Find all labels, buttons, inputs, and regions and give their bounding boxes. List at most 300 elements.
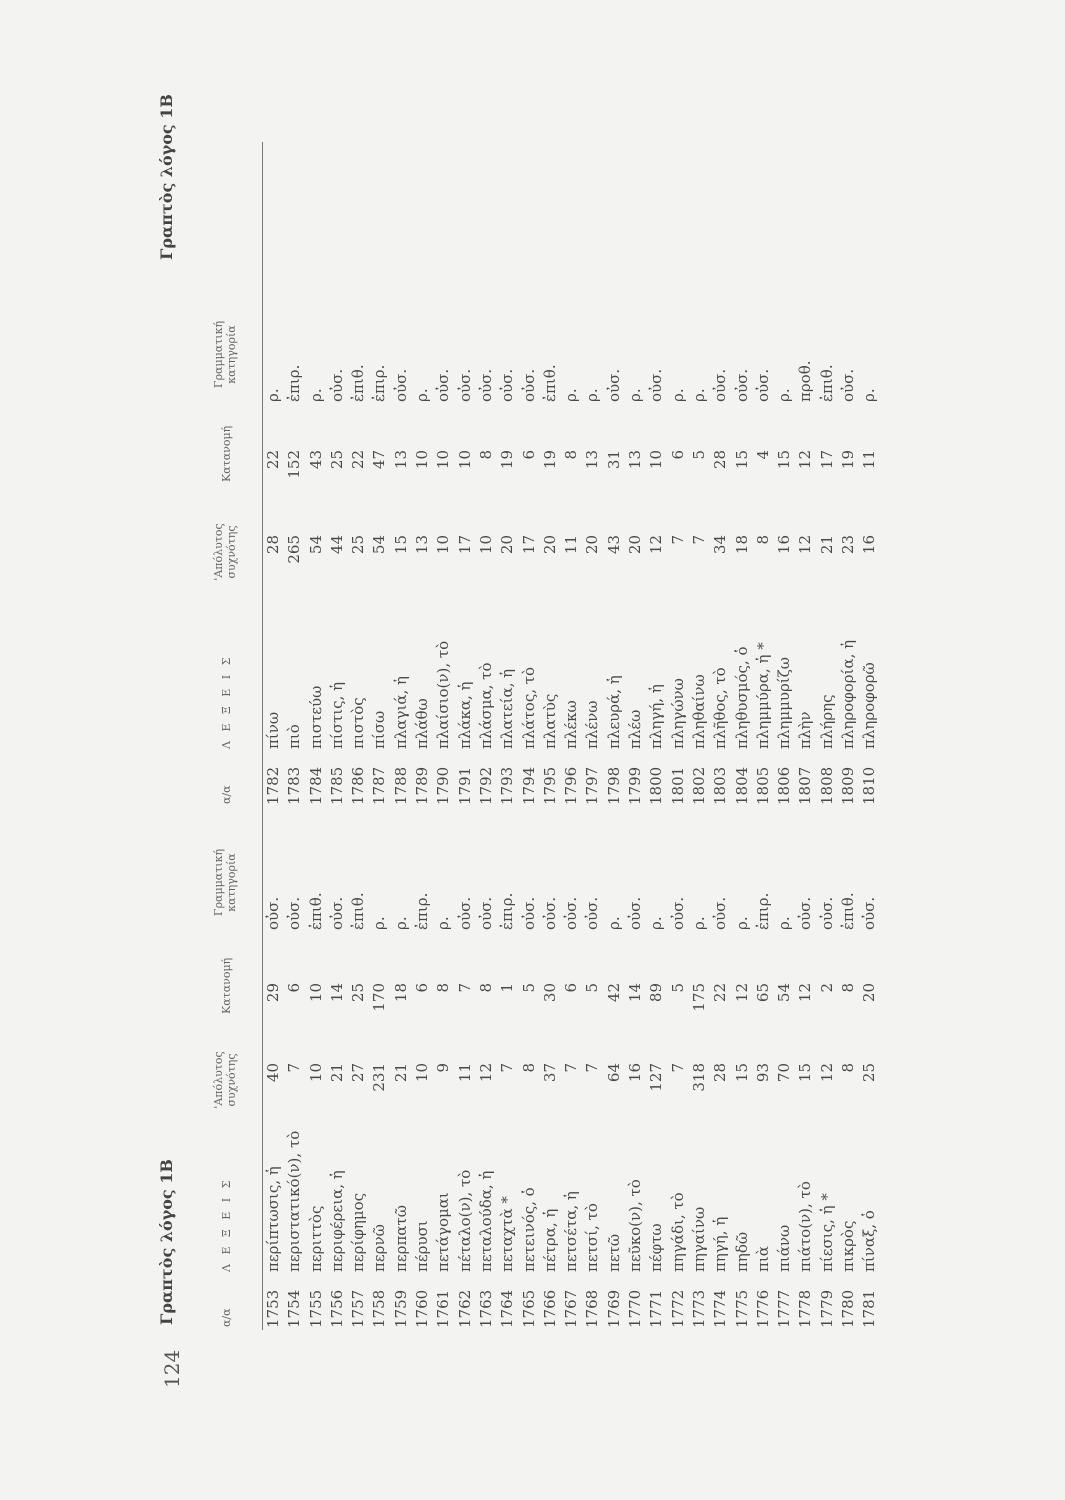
row-word: πετάγομαι (434, 1192, 453, 1272)
row-absolute-frequency: 37 (540, 1063, 559, 1083)
row-distribution: 47 (370, 450, 389, 470)
row-distribution: 43 (306, 450, 325, 470)
row-word: περίφημος (349, 1193, 368, 1272)
row-grammatical-category: ρ. (860, 388, 879, 402)
row-word: πλευρά, ἡ (604, 675, 623, 749)
row-absolute-frequency: 54 (370, 535, 389, 555)
row-absolute-frequency: 231 (370, 1063, 389, 1092)
row-number: 1793 (498, 766, 517, 805)
row-word: περπατῶ (391, 1205, 410, 1272)
row-word: περνῶ (370, 1224, 389, 1272)
row-distribution: 5 (668, 983, 687, 993)
row-word: πλὴν (796, 711, 815, 749)
row-grammatical-category: οὐσ. (264, 896, 282, 930)
row-number: 1780 (839, 1289, 858, 1328)
row-grammatical-category: ρ. (604, 916, 623, 930)
row-absolute-frequency: 28 (264, 535, 282, 555)
row-grammatical-category: ρ. (413, 388, 432, 402)
row-grammatical-category: ρ. (370, 916, 389, 930)
row-word: πιάνω (775, 1224, 794, 1272)
row-distribution: 18 (391, 983, 410, 1003)
row-grammatical-category: οὐσ. (540, 896, 559, 930)
row-distribution: 22 (349, 450, 368, 470)
row-distribution: 89 (647, 983, 666, 1003)
row-number: 1772 (668, 1289, 687, 1328)
row-grammatical-category: προθ. (796, 360, 815, 402)
row-distribution: 22 (264, 450, 282, 470)
row-number: 1777 (775, 1289, 794, 1328)
row-grammatical-category: οὐσ. (711, 896, 730, 930)
row-absolute-frequency: 11 (562, 535, 581, 555)
row-distribution: 8 (434, 983, 453, 993)
row-grammatical-category: ρ. (306, 388, 325, 402)
row-number: 1763 (476, 1289, 495, 1328)
row-grammatical-category: οὐσ. (604, 368, 623, 402)
row-absolute-frequency: 9 (434, 1063, 453, 1073)
row-absolute-frequency: 10 (413, 1063, 432, 1083)
row-word: πληγή, ἡ (647, 684, 666, 749)
row-distribution: 11 (860, 450, 879, 470)
row-absolute-frequency: 17 (519, 535, 538, 555)
row-grammatical-category: ἐπιθ. (306, 892, 325, 930)
row-absolute-frequency: 20 (498, 535, 517, 555)
row-absolute-frequency: 43 (604, 535, 623, 555)
row-word: πλαίσιο(ν), τὸ (434, 640, 453, 749)
row-distribution: 19 (498, 450, 517, 470)
row-absolute-frequency: 25 (860, 1063, 879, 1083)
row-word: πλάκα, ἡ (455, 681, 474, 749)
row-grammatical-category: οὐσ. (476, 368, 495, 402)
row-word: πλαγιά, ἡ (391, 676, 410, 749)
row-absolute-frequency: 15 (391, 535, 410, 555)
row-distribution: 14 (327, 983, 346, 1003)
row-absolute-frequency: 13 (413, 535, 432, 555)
row-grammatical-category: οὐσ. (796, 896, 815, 930)
row-distribution: 12 (796, 450, 815, 470)
row-number: 1761 (434, 1289, 453, 1328)
row-grammatical-category: ρ. (689, 388, 708, 402)
row-word: πλέω (626, 709, 645, 749)
row-word: περιφέρεια, ἡ (327, 1170, 346, 1272)
row-distribution: 8 (476, 983, 495, 993)
row-grammatical-category: ἐπιθ. (540, 364, 559, 402)
row-number: 1767 (562, 1289, 581, 1328)
row-absolute-frequency: 7 (689, 535, 708, 545)
header-grammatical-category: Γραμματική κατηγορία (212, 848, 238, 917)
row-grammatical-category: ἐπιθ. (839, 892, 858, 930)
row-number: 1795 (540, 766, 559, 805)
row-number: 1805 (753, 766, 772, 805)
header-aa: α/α (220, 1308, 233, 1327)
row-absolute-frequency: 7 (498, 1063, 517, 1073)
row-number: 1778 (796, 1289, 815, 1328)
row-grammatical-category: οὐσ. (732, 368, 751, 402)
row-grammatical-category: οὐσ. (647, 368, 666, 402)
row-grammatical-category: οὐσ. (391, 368, 410, 402)
row-grammatical-category: ρ. (562, 388, 581, 402)
row-distribution: 19 (839, 450, 858, 470)
row-absolute-frequency: 12 (476, 1063, 495, 1083)
row-number: 1774 (711, 1289, 730, 1328)
row-absolute-frequency: 8 (519, 1063, 538, 1073)
row-word: πλάθω (413, 698, 432, 749)
row-absolute-frequency: 7 (285, 1063, 304, 1073)
row-number: 1770 (626, 1289, 645, 1328)
row-distribution: 28 (711, 450, 730, 470)
row-distribution: 6 (562, 983, 581, 993)
row-word: πληθαίνω (689, 674, 708, 749)
row-word: πίεσις, ἡ * (817, 1193, 836, 1272)
row-distribution: 19 (540, 450, 559, 470)
row-grammatical-category: οὐσ. (711, 368, 730, 402)
row-number: 1801 (668, 766, 687, 805)
row-number: 1769 (604, 1289, 623, 1328)
row-number: 1756 (327, 1289, 346, 1328)
row-distribution: 15 (732, 450, 751, 470)
row-distribution: 10 (413, 450, 432, 470)
row-absolute-frequency: 54 (306, 535, 325, 555)
row-distribution: 10 (455, 450, 474, 470)
row-absolute-frequency: 12 (647, 535, 666, 555)
row-absolute-frequency: 25 (349, 535, 368, 555)
row-number: 1758 (370, 1289, 389, 1328)
row-number: 1784 (306, 766, 325, 805)
row-distribution: 13 (583, 450, 602, 470)
row-number: 1755 (306, 1289, 325, 1328)
row-grammatical-category: ρ. (647, 916, 666, 930)
running-head-left: Γραπτὸς λόγος 1Β (157, 1159, 176, 1325)
row-word: πλάσμα, τὸ (476, 662, 495, 749)
row-absolute-frequency: 17 (455, 535, 474, 555)
row-grammatical-category: οὐσ. (327, 896, 346, 930)
row-word: πλήρης (817, 694, 836, 749)
row-word: πετεινός, ὁ (519, 1187, 538, 1272)
row-word: πλέκω (562, 700, 581, 749)
row-distribution: 5 (689, 450, 708, 460)
row-grammatical-category: ἐπιρ. (498, 892, 517, 930)
row-absolute-frequency: 11 (455, 1063, 474, 1083)
row-distribution: 17 (817, 450, 836, 470)
row-number: 1762 (455, 1289, 474, 1328)
row-word: περιστατικό(ν), τὸ (285, 1130, 304, 1272)
header-lexeis: Λ Ε Ξ Ε Ι Σ (220, 1177, 233, 1272)
row-number: 1773 (689, 1289, 708, 1328)
row-absolute-frequency: 15 (796, 1063, 815, 1083)
row-grammatical-category: οὐσ. (455, 896, 474, 930)
row-grammatical-category: οὐσ. (285, 896, 304, 930)
row-word: πλένω (583, 700, 602, 749)
row-word: πηγαίνω (689, 1206, 708, 1272)
row-grammatical-category: ρ. (434, 916, 453, 930)
row-word: πικρὸς (839, 1220, 858, 1272)
row-distribution: 13 (626, 450, 645, 470)
row-distribution: 4 (753, 450, 772, 460)
row-grammatical-category: ρ. (583, 388, 602, 402)
row-number: 1806 (775, 766, 794, 805)
row-word: πίσω (370, 710, 389, 749)
row-number: 1789 (413, 766, 432, 805)
row-grammatical-category: οὐσ. (434, 368, 453, 402)
row-word: πλῆθος, τὸ (711, 667, 730, 749)
row-grammatical-category: ρ. (668, 388, 687, 402)
row-distribution: 8 (562, 450, 581, 460)
row-grammatical-category: οὐσ. (476, 896, 495, 930)
row-number: 1803 (711, 766, 730, 805)
row-distribution: 2 (817, 983, 836, 993)
row-absolute-frequency: 12 (796, 535, 815, 555)
row-number: 1809 (839, 766, 858, 805)
row-word: περιττὸς (306, 1205, 325, 1272)
row-number: 1786 (349, 766, 368, 805)
row-distribution: 25 (327, 450, 346, 470)
row-distribution: 12 (732, 983, 751, 1003)
running-head-right: Γραπτὸς λόγος 1Β (157, 94, 176, 260)
row-word: πηδῶ (732, 1231, 751, 1272)
header-absolute-frequency: 'Απόλυτος συχνότης (212, 523, 238, 581)
row-distribution: 8 (839, 983, 858, 993)
row-absolute-frequency: 70 (775, 1063, 794, 1083)
row-distribution: 13 (391, 450, 410, 470)
row-absolute-frequency: 64 (604, 1063, 623, 1083)
row-distribution: 10 (647, 450, 666, 470)
row-absolute-frequency: 127 (647, 1063, 666, 1092)
row-grammatical-category: οὐσ. (860, 896, 879, 930)
row-number: 1760 (413, 1289, 432, 1328)
row-number: 1754 (285, 1289, 304, 1328)
row-distribution: 6 (413, 983, 432, 993)
row-distribution: 29 (264, 983, 282, 1003)
row-distribution: 8 (476, 450, 495, 460)
row-grammatical-category: οὐσ. (583, 896, 602, 930)
row-word: πληγώνω (668, 678, 687, 749)
row-absolute-frequency: 10 (476, 535, 495, 555)
row-number: 1804 (732, 766, 751, 805)
row-grammatical-category: ἐπιθ. (349, 364, 368, 402)
row-distribution: 10 (434, 450, 453, 470)
row-absolute-frequency: 93 (753, 1063, 772, 1083)
row-absolute-frequency: 20 (626, 535, 645, 555)
row-word: πλάτος, τὸ (519, 666, 538, 749)
row-grammatical-category: οὐσ. (455, 368, 474, 402)
row-number: 1781 (860, 1289, 879, 1328)
row-distribution: 152 (285, 450, 304, 479)
row-word: πετσί, τὸ (583, 1203, 602, 1272)
row-number: 1788 (391, 766, 410, 805)
row-word: πεταχτὰ * (498, 1196, 517, 1272)
row-distribution: 6 (285, 983, 304, 993)
row-number: 1807 (796, 766, 815, 805)
row-number: 1796 (562, 766, 581, 805)
row-number: 1759 (391, 1289, 410, 1328)
row-grammatical-category: οὐσ. (562, 896, 581, 930)
row-grammatical-category: οὐσ. (668, 896, 687, 930)
row-grammatical-category: ἐπιρ. (285, 364, 304, 402)
row-absolute-frequency: 21 (327, 1063, 346, 1083)
header-lexeis: Λ Ε Ξ Ε Ι Σ (220, 654, 233, 749)
row-distribution: 5 (519, 983, 538, 993)
row-word: πλημμυρίζω (775, 656, 794, 749)
row-grammatical-category: ἐπιρ. (370, 364, 389, 402)
row-distribution: 10 (306, 983, 325, 1003)
row-number: 1800 (647, 766, 666, 805)
row-grammatical-category: ἐπιθ. (349, 892, 368, 930)
row-grammatical-category: ἐπιρ. (413, 892, 432, 930)
row-distribution: 14 (626, 983, 645, 1003)
row-distribution: 6 (519, 450, 538, 460)
row-absolute-frequency: 21 (817, 535, 836, 555)
row-absolute-frequency: 16 (775, 535, 794, 555)
row-grammatical-category: οὐσ. (519, 896, 538, 930)
row-word: πιστὸς (349, 697, 368, 749)
row-word: πέρυσι (413, 1220, 432, 1272)
row-number: 1798 (604, 766, 623, 805)
row-number: 1799 (626, 766, 645, 805)
row-number: 1794 (519, 766, 538, 805)
row-absolute-frequency: 23 (839, 535, 858, 555)
row-word: πλατεία, ἡ (498, 668, 517, 749)
row-absolute-frequency: 10 (434, 535, 453, 555)
row-number: 1808 (817, 766, 836, 805)
row-number: 1764 (498, 1289, 517, 1328)
page-number: 124 (160, 1349, 184, 1388)
row-grammatical-category: ρ. (775, 388, 794, 402)
row-number: 1787 (370, 766, 389, 805)
row-word: περίπτωσις, ἡ (264, 1166, 282, 1272)
row-distribution: 5 (583, 983, 602, 993)
header-absolute-frequency: 'Απόλυτος συχνότης (212, 1051, 238, 1109)
row-word: πετσέτα, ἡ (562, 1191, 581, 1272)
header-aa: α/α (220, 785, 233, 804)
row-absolute-frequency: 28 (711, 1063, 730, 1083)
row-distribution: 6 (668, 450, 687, 460)
row-word: πέφτω (647, 1223, 666, 1272)
row-grammatical-category: ρ. (689, 916, 708, 930)
row-absolute-frequency: 16 (626, 1063, 645, 1083)
row-number: 1765 (519, 1289, 538, 1328)
row-distribution: 20 (860, 983, 879, 1003)
row-absolute-frequency: 7 (668, 1063, 687, 1073)
row-distribution: 65 (753, 983, 772, 1003)
row-number: 1802 (689, 766, 708, 805)
row-distribution: 30 (540, 983, 559, 1003)
row-number: 1775 (732, 1289, 751, 1328)
row-number: 1791 (455, 766, 474, 805)
row-grammatical-category: οὐσ. (519, 368, 538, 402)
row-absolute-frequency: 8 (753, 535, 772, 545)
row-word: πιὸ (285, 724, 304, 749)
row-absolute-frequency: 40 (264, 1063, 282, 1083)
row-word: πληροφορία, ἡ (839, 639, 858, 749)
row-grammatical-category: οὐσ. (839, 368, 858, 402)
row-grammatical-category: ἐπιρ. (753, 892, 772, 930)
row-grammatical-category: οὐσ. (817, 896, 836, 930)
row-absolute-frequency: 7 (562, 1063, 581, 1073)
row-word: πηγή, ἡ (711, 1216, 730, 1272)
row-distribution: 15 (775, 450, 794, 470)
row-number: 1768 (583, 1289, 602, 1328)
row-word: πιὰ (753, 1246, 772, 1272)
row-grammatical-category: οὐσ. (498, 368, 517, 402)
row-distribution: 7 (455, 983, 474, 993)
row-absolute-frequency: 20 (540, 535, 559, 555)
row-number: 1779 (817, 1289, 836, 1328)
row-number: 1776 (753, 1289, 772, 1328)
row-word: πιστεύω (306, 685, 325, 749)
row-absolute-frequency: 318 (689, 1063, 708, 1092)
row-number: 1783 (285, 766, 304, 805)
row-absolute-frequency: 265 (285, 535, 304, 564)
row-word: πίναξ, ὁ (860, 1210, 879, 1272)
row-absolute-frequency: 34 (711, 535, 730, 555)
row-number: 1790 (434, 766, 453, 805)
row-grammatical-category: ρ. (775, 916, 794, 930)
row-absolute-frequency: 20 (583, 535, 602, 555)
row-grammatical-category: ρ. (626, 388, 645, 402)
row-absolute-frequency: 8 (839, 1063, 858, 1073)
row-word: πιάτο(ν), τὸ (796, 1181, 815, 1272)
row-number: 1782 (264, 766, 282, 805)
row-absolute-frequency: 12 (817, 1063, 836, 1083)
row-distribution: 175 (689, 983, 708, 1012)
row-grammatical-category: ρ. (264, 388, 282, 402)
row-distribution: 31 (604, 450, 623, 470)
row-number: 1771 (647, 1289, 666, 1328)
row-grammatical-category: οὐσ. (327, 368, 346, 402)
row-distribution: 54 (775, 983, 794, 1003)
row-distribution: 170 (370, 983, 389, 1012)
row-grammatical-category: οὐσ. (626, 896, 645, 930)
row-absolute-frequency: 27 (349, 1063, 368, 1083)
row-absolute-frequency: 7 (583, 1063, 602, 1073)
row-distribution: 1 (498, 983, 517, 993)
row-grammatical-category: ρ. (391, 916, 410, 930)
row-absolute-frequency: 7 (668, 535, 687, 545)
row-absolute-frequency: 15 (732, 1063, 751, 1083)
row-word: πεῦκο(ν), τὸ (626, 1179, 645, 1272)
row-absolute-frequency: 16 (860, 535, 879, 555)
row-number: 1766 (540, 1289, 559, 1328)
row-word: πηγάδι, τὸ (668, 1192, 687, 1272)
row-grammatical-category: ἐπιθ. (817, 364, 836, 402)
row-word: πέτρα, ἡ (540, 1208, 559, 1272)
row-number: 1797 (583, 766, 602, 805)
header-grammatical-category: Γραμματική κατηγορία (212, 320, 238, 389)
row-distribution: 25 (349, 983, 368, 1003)
header-distribution: Κατανομή (220, 425, 233, 482)
row-word: πλατὺς (540, 693, 559, 749)
row-number: 1785 (327, 766, 346, 805)
row-word: πίστις, ἡ (327, 681, 346, 749)
row-number: 1757 (349, 1289, 368, 1328)
row-distribution: 22 (711, 983, 730, 1003)
row-absolute-frequency: 44 (327, 535, 346, 555)
row-word: πληθυσμός, ὁ (732, 646, 751, 749)
row-number: 1810 (860, 766, 879, 805)
row-word: πληροφορῶ (860, 662, 879, 749)
row-number: 1753 (264, 1289, 282, 1328)
row-grammatical-category: οὐσ. (753, 368, 772, 402)
row-grammatical-category: ρ. (732, 916, 751, 930)
row-word: πεταλούδα, ἡ (476, 1170, 495, 1272)
row-word: πέταλο(ν), τὸ (455, 1169, 474, 1272)
row-distribution: 42 (604, 983, 623, 1003)
row-word: πετῶ (604, 1233, 623, 1272)
row-number: 1792 (476, 766, 495, 805)
row-absolute-frequency: 18 (732, 535, 751, 555)
row-distribution: 12 (796, 983, 815, 1003)
row-word: πλημμύρα, ἡ * (753, 642, 772, 749)
row-absolute-frequency: 10 (306, 1063, 325, 1083)
